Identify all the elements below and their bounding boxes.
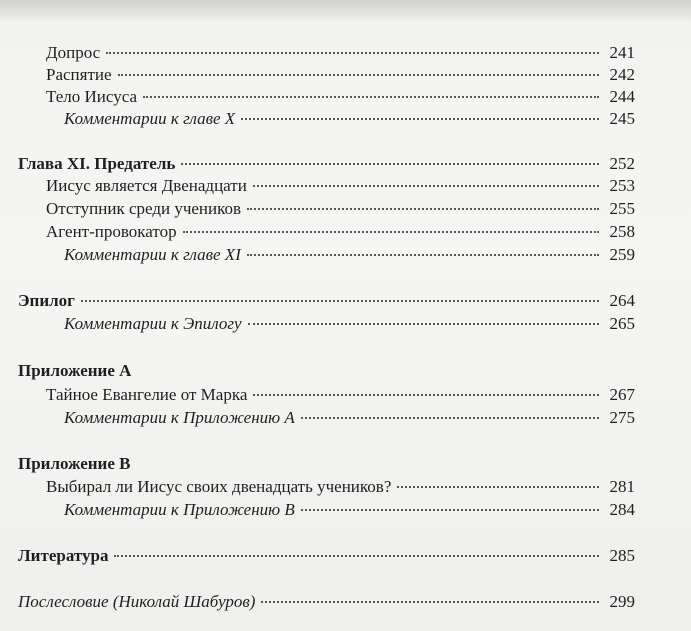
toc-entry-page: 275 (609, 408, 635, 427)
dot-leader (181, 163, 599, 165)
dot-leader (106, 52, 599, 54)
dot-leader (397, 486, 599, 488)
toc-entry-label: Литература (18, 546, 109, 565)
toc-entry-page: 245 (609, 109, 635, 128)
toc-entry-page: 281 (609, 477, 635, 496)
dot-leader (118, 74, 599, 76)
dot-leader (253, 394, 599, 396)
toc-entry (64, 244, 635, 266)
toc-entry (64, 108, 635, 130)
dot-leader (301, 509, 599, 511)
dot-leader (143, 96, 599, 98)
toc-entry-label: Комментарии к Приложению В (64, 500, 295, 519)
toc-entry-page: 267 (609, 385, 635, 404)
toc-entry-label: Послесловие (Николай Шабуров) (18, 592, 256, 611)
toc-entry-label: Глава XI. Предатель (18, 154, 176, 173)
toc-entry-page: 299 (609, 592, 635, 611)
toc-entry (18, 153, 635, 175)
toc-section-heading: Приложение А (18, 361, 132, 380)
toc-entry-label: Комментарии к Приложению А (64, 408, 295, 427)
toc-entry (64, 407, 635, 429)
toc-entry-label: Комментарии к Эпилогу (64, 314, 242, 333)
toc-entry-page: 285 (609, 546, 635, 565)
toc-entry (46, 221, 635, 243)
toc-entry-label: Агент-провокатор (46, 222, 177, 241)
toc-entry-page: 244 (609, 87, 635, 106)
toc-entry-label: Тело Иисуса (46, 87, 138, 106)
toc-entry (46, 64, 635, 86)
toc-entry-page: 253 (609, 176, 635, 195)
dot-leader (253, 185, 599, 187)
dot-leader (248, 323, 599, 325)
dot-leader (183, 231, 599, 233)
dot-leader (81, 300, 599, 302)
toc-entry (46, 476, 635, 498)
toc-entry-label: Допрос (46, 43, 101, 62)
toc-entry (18, 545, 635, 567)
toc-entry-label: Иисус является Двенадцати (46, 176, 247, 195)
toc-entry-label: Комментарии к главе X (64, 109, 236, 128)
toc-entry (64, 313, 635, 335)
toc-entry (18, 591, 635, 613)
toc-entry (46, 42, 635, 64)
toc-entry-label: Выбирал ли Иисус своих двенадцать учеников? (46, 477, 392, 496)
toc-entry-label: Эпилог (18, 291, 75, 310)
toc-entry-label: Отступник среди учеников (46, 199, 242, 218)
toc-entry-page: 252 (609, 154, 635, 173)
toc-entry (46, 384, 635, 406)
toc-entry-label: Комментарии к главе XI (64, 245, 241, 264)
toc-entry (18, 290, 635, 312)
toc-entry-page: 284 (609, 500, 635, 519)
dot-leader (247, 254, 599, 256)
dot-leader (114, 555, 599, 557)
toc-entry (46, 86, 635, 108)
toc-entry-page: 258 (609, 222, 635, 241)
toc-entry-page: 242 (609, 65, 635, 84)
toc-entry-page: 264 (609, 291, 635, 310)
dot-leader (247, 208, 599, 210)
dot-leader (241, 118, 599, 120)
toc-entry (46, 175, 635, 197)
toc-entry-page: 259 (609, 245, 635, 264)
toc-entry-label: Распятие (46, 65, 112, 84)
toc-section-heading: Приложение В (18, 454, 131, 473)
dot-leader (261, 601, 599, 603)
toc-entry-page: 255 (609, 199, 635, 218)
toc-entry (64, 499, 635, 521)
toc-entry-page: 241 (609, 43, 635, 62)
toc-entry-label: Тайное Евангелие от Марка (46, 385, 248, 404)
toc-entry (46, 198, 635, 220)
dot-leader (301, 417, 599, 419)
toc-entry-page: 265 (609, 314, 635, 333)
